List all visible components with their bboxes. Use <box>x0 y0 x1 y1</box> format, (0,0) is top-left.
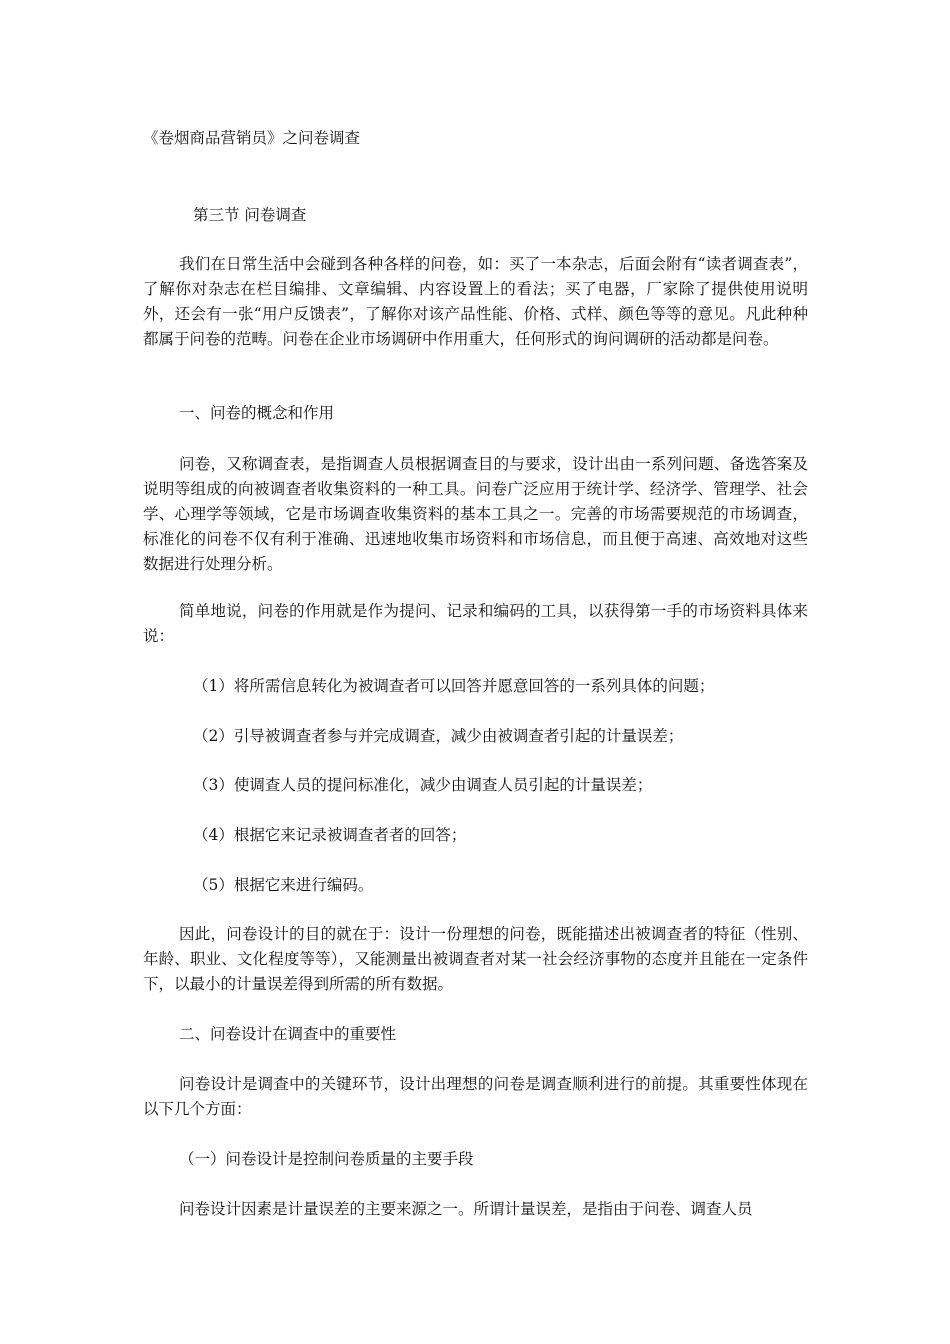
heading-concept-and-function: 一、问卷的概念和作用 <box>179 404 335 422</box>
document-title: 《卷烟商品营销员》之问卷调查 <box>143 129 361 147</box>
list-item: （1）将所需信息转化为被调查者可以回答并愿意回答的一系列具体的问题； <box>193 677 715 695</box>
paragraph-importance: 问卷设计是调查中的关键环节，设计出理想的问卷是调查顺利进行的前提。其重要性体现在以下几个方面： <box>143 1075 808 1118</box>
paragraph-design-purpose: 因此，问卷设计的目的就在于：设计一份理想的问卷，既能描述出被调查者的特征（性别、年龄、职业、文化程度等等），又能测量出被调查者对某一社会经济事物的态度并且能在一定条件下，以最小的计量误差得到所需的所有数据。 <box>143 925 808 993</box>
paragraph-definition: 问卷，又称调查表，是指调查人员根据调查目的与要求，设计出由一系列问题、备选答案及说明等组成的向被调查者收集资料的一种工具。问卷广泛应用于统计学、经济学、管理学、社会学、心理学等领域，它是市场调查收集资料的基本工具之一。完善的市场需要规范的市场调查，标准化的问卷不仅有利于准确、迅速地收集市场资料和市场信息，而且便于高速、高效地对这些数据进行处理分析。 <box>143 455 808 573</box>
paragraph-function-summary: 简单地说，问卷的作用就是作为提问、记录和编码的工具，以获得第一手的市场资料具体来说： <box>143 602 808 645</box>
heading-design-importance: 二、问卷设计在调查中的重要性 <box>179 1025 397 1043</box>
list-item: （2）引导被调查者参与并完成调查，减少由被调查者引起的计量误差； <box>193 727 684 745</box>
list-item: （3）使调查人员的提问标准化，减少由调查人员引起的计量误差； <box>193 776 653 794</box>
list-item: （4）根据它来记录被调查者者的回答； <box>193 826 467 844</box>
paragraph-measurement-error: 问卷设计因素是计量误差的主要来源之一。所谓计量误差，是指由于问卷、调查人员 <box>179 1200 753 1218</box>
subheading-quality-control: （一）问卷设计是控制问卷质量的主要手段 <box>179 1150 474 1168</box>
intro-paragraph: 我们在日常生活中会碰到各种各样的问卷，如：买了一本杂志，后面会附有“读者调查表”，了解你对杂志在栏目编排、文章编辑、内容设置上的看法；买了电器，厂家除了提供使用说明外，还会有一张“用户反馈表”，了解你对该产品性能、价格、式样、颜色等等的意见。凡此种种都属于问卷的范畴。问卷在企业市场调研中作用重大，任何形式的询问调研的活动都是问卷。 <box>143 255 808 348</box>
section-heading: 第三节 问卷调查 <box>193 206 307 224</box>
list-item: （5）根据它来进行编码。 <box>193 876 374 894</box>
